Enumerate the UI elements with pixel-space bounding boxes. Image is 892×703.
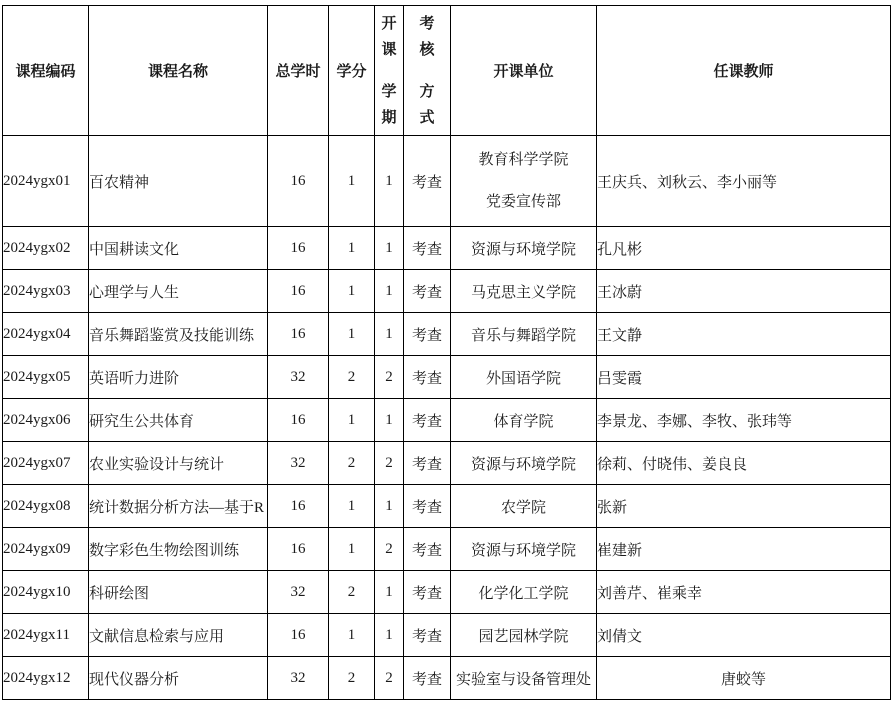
total-hours: 16: [268, 227, 329, 270]
course-code: 2024ygx06: [3, 399, 89, 442]
credits: 2: [329, 442, 375, 485]
table-row: [3, 442, 891, 485]
table-row: [3, 657, 891, 700]
credits: 1: [329, 270, 375, 313]
table-row: [3, 136, 891, 227]
assessment: 考查: [404, 270, 451, 313]
offering-unit: 外国语学院: [451, 356, 597, 399]
offering-unit: 音乐与舞蹈学院: [451, 313, 597, 356]
assessment: 考查: [404, 136, 451, 227]
teachers: 徐莉、付晓伟、姜良良: [597, 442, 891, 485]
offering-unit: 园艺园林学院: [451, 614, 597, 657]
course-name: 百农精神: [89, 136, 268, 227]
semester: 2: [375, 528, 404, 571]
teachers: 唐蛟等: [597, 657, 891, 700]
table-row: [3, 270, 891, 313]
table-row: [3, 313, 891, 356]
assessment: 考查: [404, 571, 451, 614]
course-code: 2024ygx10: [3, 571, 89, 614]
offering-unit: 马克思主义学院: [451, 270, 597, 313]
course-name: 数字彩色生物绘图训练: [89, 528, 268, 571]
credits: 1: [329, 485, 375, 528]
offering-unit-line1: 教育科学学院: [478, 152, 569, 168]
semester: 1: [375, 227, 404, 270]
assessment: 考查: [404, 399, 451, 442]
total-hours: 16: [268, 528, 329, 571]
course-code: 2024ygx04: [3, 313, 89, 356]
semester: 1: [375, 136, 404, 227]
teachers: 吕雯霞: [597, 356, 891, 399]
offering-unit: [451, 136, 597, 227]
total-hours: 32: [268, 657, 329, 700]
semester: 1: [375, 313, 404, 356]
semester: 1: [375, 571, 404, 614]
col-header-assessment: [404, 6, 451, 136]
total-hours: 16: [268, 270, 329, 313]
offering-unit: 实验室与设备管理处: [451, 657, 597, 700]
total-hours: 16: [268, 313, 329, 356]
col-header-semester-top: 开课: [381, 15, 397, 58]
col-header-teachers: 任课教师: [597, 6, 891, 136]
course-table: [2, 5, 891, 700]
semester: 2: [375, 442, 404, 485]
teachers: 李景龙、李娜、李牧、张玮等: [597, 399, 891, 442]
course-name: 研究生公共体育: [89, 399, 268, 442]
total-hours: 16: [268, 485, 329, 528]
credits: 1: [329, 227, 375, 270]
col-header-semester-bottom: 学期: [381, 83, 397, 126]
credits: 2: [329, 657, 375, 700]
credits: 1: [329, 614, 375, 657]
offering-unit: 资源与环境学院: [451, 442, 597, 485]
teachers: 王冰蔚: [597, 270, 891, 313]
teachers: 刘倩文: [597, 614, 891, 657]
total-hours: 16: [268, 614, 329, 657]
col-header-unit: 开课单位: [451, 6, 597, 136]
assessment: 考查: [404, 227, 451, 270]
credits: 1: [329, 136, 375, 227]
semester: 1: [375, 270, 404, 313]
offering-unit: 资源与环境学院: [451, 528, 597, 571]
offering-unit-line2: 党委宣传部: [485, 194, 561, 210]
table-row: [3, 528, 891, 571]
col-header-assessment-top: 考核: [419, 15, 435, 58]
table-row: [3, 356, 891, 399]
assessment: 考查: [404, 442, 451, 485]
offering-unit: 体育学院: [451, 399, 597, 442]
offering-unit: 化学化工学院: [451, 571, 597, 614]
semester: 2: [375, 356, 404, 399]
credits: 1: [329, 313, 375, 356]
teachers: 刘善芹、崔乘幸: [597, 571, 891, 614]
assessment: 考查: [404, 356, 451, 399]
course-code: 2024ygx09: [3, 528, 89, 571]
course-name: 统计数据分析方法—基于R: [89, 485, 268, 528]
course-name: 科研绘图: [89, 571, 268, 614]
table-row: [3, 399, 891, 442]
course-name: 文献信息检索与应用: [89, 614, 268, 657]
assessment: 考查: [404, 657, 451, 700]
col-header-course-code: 课程编码: [3, 6, 89, 136]
semester: 2: [375, 657, 404, 700]
course-name: 现代仪器分析: [89, 657, 268, 700]
semester: 1: [375, 399, 404, 442]
teachers: 崔建新: [597, 528, 891, 571]
col-header-total-hours: 总学时: [268, 6, 329, 136]
course-code: 2024ygx05: [3, 356, 89, 399]
credits: 1: [329, 528, 375, 571]
course-code: 2024ygx11: [3, 614, 89, 657]
course-code: 2024ygx12: [3, 657, 89, 700]
course-name: 中国耕读文化: [89, 227, 268, 270]
assessment: 考查: [404, 614, 451, 657]
credits: 1: [329, 399, 375, 442]
col-header-credits: 学分: [329, 6, 375, 136]
teachers: 张新: [597, 485, 891, 528]
teachers: 王庆兵、刘秋云、李小丽等: [597, 136, 891, 227]
teachers: 孔凡彬: [597, 227, 891, 270]
total-hours: 32: [268, 571, 329, 614]
course-code: 2024ygx07: [3, 442, 89, 485]
total-hours: 32: [268, 356, 329, 399]
course-name: 心理学与人生: [89, 270, 268, 313]
assessment: 考查: [404, 485, 451, 528]
credits: 2: [329, 356, 375, 399]
teachers: 王文静: [597, 313, 891, 356]
assessment: 考查: [404, 528, 451, 571]
col-header-semester: [375, 6, 404, 136]
offering-unit: 资源与环境学院: [451, 227, 597, 270]
table-row: [3, 227, 891, 270]
course-name: 英语听力进阶: [89, 356, 268, 399]
course-code: 2024ygx03: [3, 270, 89, 313]
semester: 1: [375, 485, 404, 528]
table-row: [3, 614, 891, 657]
semester: 1: [375, 614, 404, 657]
total-hours: 16: [268, 399, 329, 442]
table-row: [3, 485, 891, 528]
course-name: 音乐舞蹈鉴赏及技能训练: [89, 313, 268, 356]
course-code: 2024ygx01: [3, 136, 89, 227]
col-header-assessment-bottom: 方式: [419, 83, 435, 126]
offering-unit: 农学院: [451, 485, 597, 528]
header-row: [3, 6, 891, 136]
course-name: 农业实验设计与统计: [89, 442, 268, 485]
table-row: [3, 571, 891, 614]
course-code: 2024ygx02: [3, 227, 89, 270]
total-hours: 16: [268, 136, 329, 227]
course-code: 2024ygx08: [3, 485, 89, 528]
assessment: 考查: [404, 313, 451, 356]
credits: 2: [329, 571, 375, 614]
col-header-course-name: 课程名称: [89, 6, 268, 136]
total-hours: 32: [268, 442, 329, 485]
